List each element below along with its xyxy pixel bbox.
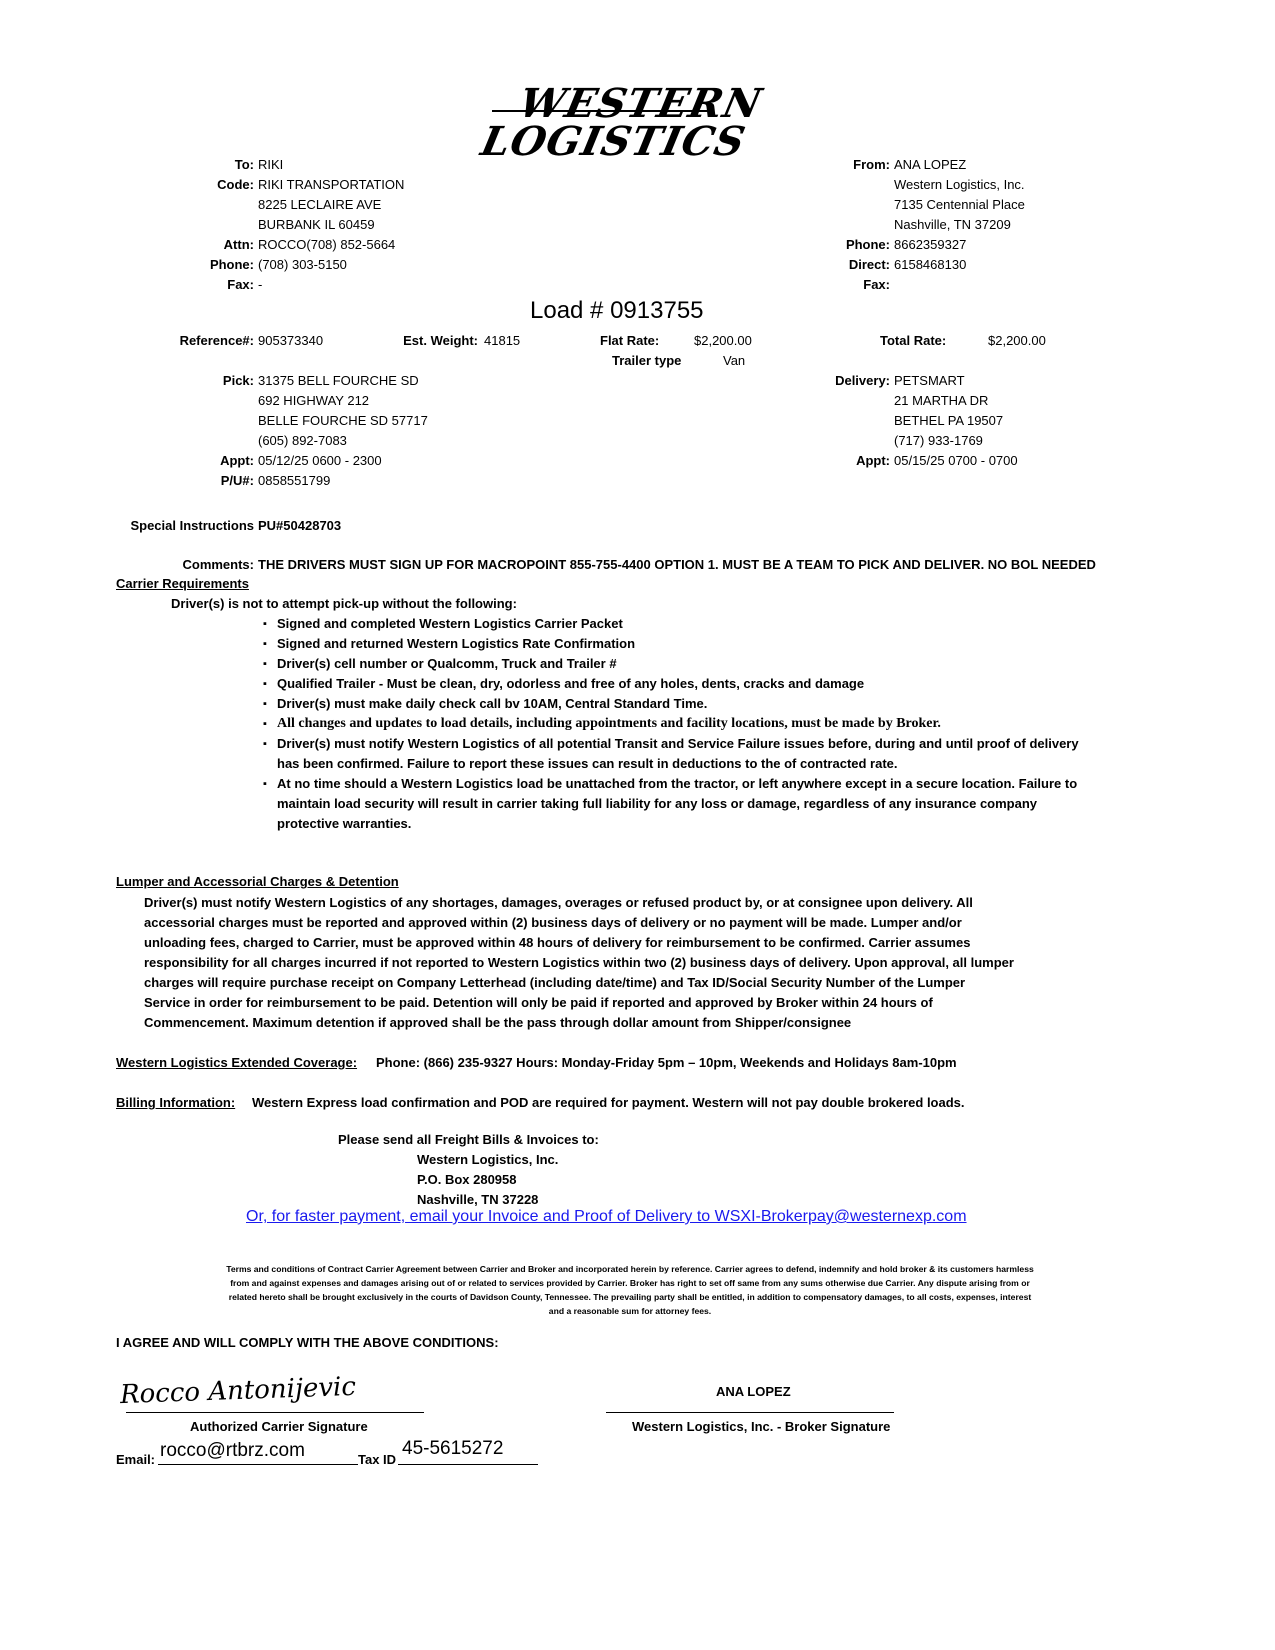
comments-value: THE DRIVERS MUST SIGN UP FOR MACROPOINT 855-755-4400 OPTION 1. MUST BE A TEAM TO PICK AND DELIVER. NO BOL NEEDED [258,557,1096,572]
pick-line3: BELLE FOURCHE SD 57717 [258,413,428,428]
from-fax-label: Fax: [863,277,890,292]
flat-rate-value: $2,200.00 [694,333,752,348]
broker-name: ANA LOPEZ [716,1384,791,1399]
reference-value: 905373340 [258,333,324,348]
email-label: Email: [116,1452,156,1467]
direct-value: 6158468130 [894,257,967,272]
from-address-line2: Nashville, TN 37209 [894,217,1011,232]
carrier-requirements-list [263,614,1083,834]
pick-line2: 692 HIGHWAY 212 [258,393,370,408]
from-value: ANA LOPEZ [894,157,967,172]
requirement-item: ▪ Driver(s) must notify Western Logistics of all potential Transit and Service Failure issues before, during and until proof of delivery has been confirmed. Failure to report these issues can result in deductions to the of contracted rate. [263,734,1083,774]
special-instructions-value: PU#50428703 [258,518,342,533]
code-label: Code: [217,177,254,192]
pu-number-value: 0858551799 [258,473,331,488]
terms-and-conditions: Terms and conditions of Contract Carrier Agreement between Carrier and Broker and incorporated herein by reference. Carrier agrees to defend, indemnify and hold broker & its customers harmless from and against expenses and damages arising out of or related to services provided by Carrier. Broker has right to set off same from any sums otherwise due Carrier. Any dispute arising from or related hereto shall be brought exclusively in the courts of Davidson County, Tennessee. The prevailing party shall be entitled, in addition to compensatory damages, to all costs, expenses, interest and a reasonable sum for attorney fees. [226,1264,1034,1316]
to-phone-label: Phone: [209,257,254,272]
broker-signature-line [606,1412,894,1413]
requirement-item: ▪ At no time should a Western Logistics load be unattached from the tractor, or left anywhere except in a secure location. Failure to maintain load security will result in carrier taking full liability for any loss or damage, regardless of any insurance company protective warranties. [263,774,1083,834]
requirement-item: ▪ Signed and completed Western Logistics Carrier Packet [263,614,1083,634]
trailer-type-label: Trailer type [612,353,682,368]
delivery-line2: 21 MARTHA DR [894,393,989,408]
total-rate-value: $2,200.00 [988,333,1046,348]
from-phone-label: Phone: [845,237,890,252]
from-company: Western Logistics, Inc. [894,177,1025,192]
weight-value: 41815 [484,333,521,348]
pick-appt-label: Appt: [220,453,254,468]
pick-label: Pick: [222,373,254,388]
attn-label: Attn: [223,237,254,252]
carrier-signature-line [126,1412,424,1413]
agree-statement: I AGREE AND WILL COMPLY WITH THE ABOVE CONDITIONS: [116,1335,499,1350]
extended-coverage-label: Western Logistics Extended Coverage: [116,1055,358,1070]
to-fax-label: Fax: [227,277,254,292]
to-address-line1: 8225 LECLAIRE AVE [258,197,382,212]
to-address-line2: BURBANK IL 60459 [258,217,375,232]
from-phone-value: 8662359327 [894,237,967,252]
send-address-line3: Nashville, TN 37228 [417,1192,539,1207]
logo-line2: LOGISTICS [477,118,750,165]
total-rate-label: Total Rate: [880,333,947,348]
to-fax-value: - [258,277,263,292]
send-address-line2: P.O. Box 280958 [417,1172,517,1187]
tax-id-label: Tax ID [358,1452,397,1467]
pick-phone: (605) 892-7083 [258,433,347,448]
tax-id-underline [398,1464,538,1465]
load-number-title: Load # 0913755 [530,297,704,324]
weight-label: Est. Weight: [403,333,478,348]
carrier-requirements-heading: Carrier Requirements [116,576,249,591]
carrier-email: rocco@rtbrz.com [160,1440,305,1461]
requirement-item: ▪ Signed and returned Western Logistics Rate Confirmation [263,634,1083,654]
brokerpay-email-link[interactable]: Or, for faster payment, email your Invoice and Proof of Delivery to WSXI-Brokerpay@westernexp.com [246,1208,967,1225]
from-label: From: [853,157,890,172]
reference-label: Reference#: [179,333,254,348]
direct-label: Direct: [848,257,890,272]
requirement-item: ▪ Driver(s) must make daily check call bv 10AM, Central Standard Time. [263,694,1083,714]
delivery-phone: (717) 933-1769 [894,433,983,448]
western-logistics-logo [477,80,767,165]
delivery-label: Delivery: [835,373,890,388]
delivery-line1: PETSMART [894,373,965,388]
requirement-item: ▪ All changes and updates to load details, including appointments and facility locations, must be made by Broker. [263,714,1083,734]
special-instructions-label: Special Instructions [130,518,254,533]
pick-line1: 31375 BELL FOURCHE SD [258,373,419,388]
pick-appt-value: 05/12/25 0600 - 2300 [258,453,382,468]
lumper-text: Driver(s) must notify Western Logistics of any shortages, damages, overages or refused product by, or at consignee upon delivery. All accessorial charges must be reported and approved within (2) business days of delivery or no payment will be made. Lumper and/or unloading fees, charged to Carrier, must be approved within 48 hours of delivery for reimbursement to be confirmed. Carrier assumes responsibility for all charges incurred if not reported to Western Logistics within two (2) business days of delivery. Upon approval, all lumper charges will require purchase receipt on Company Letterhead (including date/time) and Tax ID/Social Security Number of the Lumper Service in order for reimbursement to be paid. Detention will only be paid if reported and approved by Broker within 24 hours of Commencement. Maximum detention if approved shall be the pass through dollar amount from Shipper/consignee [144,895,1014,1030]
tax-id-value: 45-5615272 [402,1438,504,1459]
to-phone-value: (708) 303-5150 [258,257,347,272]
trailer-type-value: Van [723,353,746,368]
comments-label: Comments: [182,557,254,572]
code-value: RIKI TRANSPORTATION [258,177,405,192]
requirement-item: ▪ Driver(s) cell number or Qualcomm, Truck and Trailer # [263,654,1083,674]
attn-value: ROCCO(708) 852-5664 [258,237,396,252]
carrier-requirements-intro: Driver(s) is not to attempt pick-up without the following: [171,596,517,611]
billing-info-text: Western Express load confirmation and POD are required for payment. Western will not pay double brokered loads. [252,1095,965,1110]
broker-signature-label: Western Logistics, Inc. - Broker Signature [632,1419,891,1434]
delivery-appt-value: 05/15/25 0700 - 0700 [894,453,1018,468]
pu-number-label: P/U#: [220,473,254,488]
requirement-item: ▪ Qualified Trailer - Must be clean, dry, odorless and free of any holes, dents, cracks and damage [263,674,1083,694]
lumper-heading: Lumper and Accessorial Charges & Detention [116,874,399,889]
flat-rate-label: Flat Rate: [600,333,660,348]
billing-info-label: Billing Information: [116,1095,236,1110]
send-address-line1: Western Logistics, Inc. [417,1152,559,1167]
send-invoices-heading: Please send all Freight Bills & Invoices to: [338,1132,599,1147]
delivery-line3: BETHEL PA 19507 [894,413,1004,428]
email-underline [158,1464,358,1465]
to-label: To: [234,157,254,172]
carrier-signature: Rocco Antonijevic [119,1371,357,1411]
logo-line1: WESTERN [515,80,767,127]
delivery-appt-label: Appt: [856,453,890,468]
to-value: RIKI [258,157,284,172]
extended-coverage-text: Phone: (866) 235-9327 Hours: Monday-Friday 5pm – 10pm, Weekends and Holidays 8am-10pm [376,1055,957,1070]
from-address-line1: 7135 Centennial Place [894,197,1025,212]
carrier-signature-label: Authorized Carrier Signature [190,1419,368,1434]
